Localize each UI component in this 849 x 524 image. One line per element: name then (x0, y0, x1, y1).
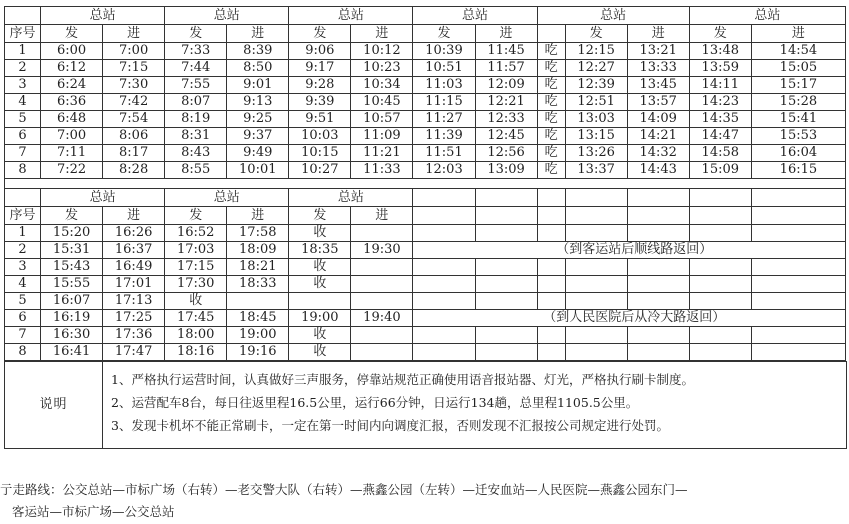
empty-cell (475, 259, 537, 276)
column-header-row (5, 207, 846, 225)
remarks-label: 说明 (5, 362, 103, 449)
empty-cell (537, 189, 565, 207)
empty-cell (751, 276, 845, 293)
empty-cell (475, 344, 537, 361)
depart-time: 15:09 (689, 162, 751, 179)
arrive-time: 7:00 (103, 43, 165, 60)
depart-header: 发 (413, 25, 475, 43)
extra-arrive (351, 327, 413, 344)
row-index: 4 (5, 276, 41, 293)
empty-cell (413, 225, 475, 242)
row-index: 5 (5, 111, 41, 128)
table-row (5, 94, 846, 111)
arrive-time: 9:01 (227, 77, 289, 94)
arrive-time: 14:54 (751, 43, 845, 60)
arrive-time: 19:16 (227, 344, 289, 361)
empty-cell (565, 225, 627, 242)
meal-mark: 吃 (537, 162, 565, 179)
station-header: 总站 (413, 7, 537, 25)
table-row (5, 242, 846, 259)
route-note: （到人民医院后从冷大路返回） (413, 310, 846, 327)
depart-time: 7:44 (165, 60, 227, 77)
row-index: 7 (5, 327, 41, 344)
empty-cell (413, 344, 475, 361)
route-line-1: 亍走路线：公交总站—市标广场（右转）—老交警大队（右转）—燕鑫公园（左转）—迁安血站—人民医院—燕鑫公园东门— (0, 482, 688, 497)
row-index: 2 (5, 242, 41, 259)
depart-time: 13:37 (565, 162, 627, 179)
row-index: 6 (5, 128, 41, 145)
empty-cell (565, 293, 627, 310)
row-index: 2 (5, 60, 41, 77)
empty-cell (413, 189, 475, 207)
empty-cell (413, 293, 475, 310)
table-row (5, 293, 846, 310)
extra-depart: 收 (289, 259, 351, 276)
extra-depart (289, 293, 351, 310)
empty-cell (627, 293, 689, 310)
arrive-time: 14:32 (627, 145, 689, 162)
depart-time: 收 (165, 293, 227, 310)
arrive-header: 进 (103, 207, 165, 225)
depart-time: 6:00 (41, 43, 103, 60)
remarks-row (5, 362, 847, 449)
arrive-time: 11:33 (351, 162, 413, 179)
empty-cell (689, 293, 751, 310)
empty-cell (689, 207, 751, 225)
depart-time: 12:03 (413, 162, 475, 179)
arrive-time: 13:09 (475, 162, 537, 179)
extra-depart: 收 (289, 344, 351, 361)
remarks-content (103, 362, 847, 449)
empty-cell (689, 189, 751, 207)
empty-cell (751, 327, 845, 344)
arrive-time: 15:17 (751, 77, 845, 94)
empty-cell (627, 276, 689, 293)
depart-time: 9:51 (289, 111, 351, 128)
arrive-header: 进 (227, 207, 289, 225)
depart-time: 15:20 (41, 225, 103, 242)
depart-time: 14:47 (689, 128, 751, 145)
empty-cell (689, 327, 751, 344)
station-header: 总站 (41, 7, 165, 25)
table-gap (4, 179, 846, 188)
depart-time: 8:07 (165, 94, 227, 111)
empty-cell (565, 276, 627, 293)
arrive-time: 9:25 (227, 111, 289, 128)
index-header: 序号 (5, 207, 41, 225)
depart-header: 发 (165, 25, 227, 43)
empty-cell (413, 327, 475, 344)
empty-cell (627, 207, 689, 225)
empty-cell (537, 207, 565, 225)
meal-mark: 吃 (537, 60, 565, 77)
extra-depart: 19:00 (289, 310, 351, 327)
arrive-time: 11:21 (351, 145, 413, 162)
arrive-time: 12:33 (475, 111, 537, 128)
depart-time: 10:27 (289, 162, 351, 179)
depart-time: 8:43 (165, 145, 227, 162)
index-header: 序号 (5, 25, 41, 43)
depart-time: 9:28 (289, 77, 351, 94)
arrive-time: 13:33 (627, 60, 689, 77)
depart-time: 17:45 (165, 310, 227, 327)
empty-cell (627, 327, 689, 344)
depart-time: 8:31 (165, 128, 227, 145)
extra-depart: 18:35 (289, 242, 351, 259)
station-header: 总站 (537, 7, 689, 25)
depart-time: 9:06 (289, 43, 351, 60)
arrive-time: 7:15 (103, 60, 165, 77)
row-index: 8 (5, 162, 41, 179)
arrive-time: 17:36 (103, 327, 165, 344)
empty-cell (689, 344, 751, 361)
arrive-time: 13:45 (627, 77, 689, 94)
empty-cell (565, 207, 627, 225)
table-row (5, 128, 846, 145)
arrive-time: 12:45 (475, 128, 537, 145)
empty-cell (475, 327, 537, 344)
extra-arrive (351, 276, 413, 293)
empty-cell (475, 293, 537, 310)
row-index: 1 (5, 43, 41, 60)
depart-time: 13:03 (565, 111, 627, 128)
arrive-time: 11:57 (475, 60, 537, 77)
station-header-row (5, 7, 846, 25)
station-header: 总站 (41, 189, 165, 207)
depart-time: 18:00 (165, 327, 227, 344)
depart-header: 发 (289, 25, 351, 43)
depart-time: 9:39 (289, 94, 351, 111)
depart-header: 发 (565, 25, 627, 43)
table-row (5, 344, 846, 361)
empty-cell (751, 293, 845, 310)
depart-header: 发 (289, 207, 351, 225)
arrive-time: 15:05 (751, 60, 845, 77)
depart-time: 14:35 (689, 111, 751, 128)
empty-cell (689, 276, 751, 293)
row-index: 4 (5, 94, 41, 111)
depart-time: 11:03 (413, 77, 475, 94)
arrive-time: 12:56 (475, 145, 537, 162)
depart-time: 14:23 (689, 94, 751, 111)
column-header-row (5, 25, 846, 43)
table-row (5, 162, 846, 179)
remark-line-1: 1、严格执行运营时间，认真做好三声服务，停靠站规范正确使用语音报站器、灯光，严格执行刷卡制度。 (111, 372, 694, 387)
arrive-time: 7:30 (103, 77, 165, 94)
depart-time: 13:59 (689, 60, 751, 77)
empty-cell (475, 207, 537, 225)
extra-depart: 收 (289, 225, 351, 242)
extra-arrive (351, 259, 413, 276)
meal-mark: 吃 (537, 145, 565, 162)
depart-time: 10:51 (413, 60, 475, 77)
arrive-header: 进 (351, 25, 413, 43)
remarks-table (4, 361, 847, 449)
depart-time: 14:11 (689, 77, 751, 94)
extra-arrive (351, 225, 413, 242)
empty-cell (627, 225, 689, 242)
table-row (5, 259, 846, 276)
depart-time: 12:27 (565, 60, 627, 77)
empty-cell (475, 189, 537, 207)
empty-cell (751, 259, 845, 276)
depart-time: 10:15 (289, 145, 351, 162)
meal-mark: 吃 (537, 94, 565, 111)
arrive-time: 16:04 (751, 145, 845, 162)
empty-cell (537, 344, 565, 361)
empty-cell (751, 344, 845, 361)
arrive-time: 17:25 (103, 310, 165, 327)
depart-time: 15:43 (41, 259, 103, 276)
station-header: 总站 (289, 189, 413, 207)
depart-time: 16:41 (41, 344, 103, 361)
empty-cell (565, 259, 627, 276)
depart-time: 7:11 (41, 145, 103, 162)
arrive-time: 15:41 (751, 111, 845, 128)
empty-cell (689, 225, 751, 242)
arrive-time: 8:50 (227, 60, 289, 77)
table-row (5, 145, 846, 162)
arrive-time: 17:01 (103, 276, 165, 293)
arrive-time: 17:13 (103, 293, 165, 310)
arrive-time: 8:39 (227, 43, 289, 60)
empty-cell (413, 259, 475, 276)
empty-cell (627, 259, 689, 276)
meal-mark: 吃 (537, 111, 565, 128)
empty-cell (413, 207, 475, 225)
arrive-time: 19:00 (227, 327, 289, 344)
depart-time: 8:19 (165, 111, 227, 128)
depart-time: 18:16 (165, 344, 227, 361)
empty-cell (751, 189, 845, 207)
arrive-time: 17:58 (227, 225, 289, 242)
station-header: 总站 (165, 7, 289, 25)
arrive-header: 进 (103, 25, 165, 43)
depart-time: 17:15 (165, 259, 227, 276)
meal-mark: 吃 (537, 77, 565, 94)
depart-time: 13:15 (565, 128, 627, 145)
depart-header: 发 (689, 25, 751, 43)
depart-header: 发 (165, 207, 227, 225)
depart-time: 7:22 (41, 162, 103, 179)
extra-arrive: 19:30 (351, 242, 413, 259)
arrive-time: 13:57 (627, 94, 689, 111)
depart-time: 16:07 (41, 293, 103, 310)
arrive-time: 18:09 (227, 242, 289, 259)
header-blank (5, 7, 41, 25)
empty-cell (751, 207, 845, 225)
arrive-time: 10:45 (351, 94, 413, 111)
station-header: 总站 (689, 7, 845, 25)
table-row (5, 60, 846, 77)
arrive-time: 10:12 (351, 43, 413, 60)
depart-time: 17:30 (165, 276, 227, 293)
meal-mark: 吃 (537, 43, 565, 60)
arrive-header: 进 (475, 25, 537, 43)
depart-time: 10:03 (289, 128, 351, 145)
arrive-time: 15:28 (751, 94, 845, 111)
row-index: 5 (5, 293, 41, 310)
depart-time: 12:15 (565, 43, 627, 60)
row-index: 3 (5, 259, 41, 276)
station-header: 总站 (165, 189, 289, 207)
depart-time: 15:31 (41, 242, 103, 259)
remark-line-3: 3、发现卡机坏不能正常刷卡，一定在第一时间内向调度汇报，否则发现不汇报按公司规定进行处罚。 (111, 418, 669, 433)
table-row (5, 111, 846, 128)
arrive-time: 14:43 (627, 162, 689, 179)
depart-time: 15:55 (41, 276, 103, 293)
remark-line-2: 2、运营配车8台，每日往返里程16.5公里，运行66分钟，日运行134趟，总里程1105.5公里。 (111, 395, 639, 410)
arrive-time: 12:09 (475, 77, 537, 94)
empty-cell (565, 327, 627, 344)
arrive-time: 18:21 (227, 259, 289, 276)
empty-cell (627, 189, 689, 207)
table-row (5, 77, 846, 94)
empty-cell (565, 189, 627, 207)
arrive-time: 18:45 (227, 310, 289, 327)
depart-time: 13:26 (565, 145, 627, 162)
arrive-header: 进 (227, 25, 289, 43)
meal-mark: 吃 (537, 128, 565, 145)
arrive-time: 15:53 (751, 128, 845, 145)
table-row (5, 43, 846, 60)
route-line-2: 客运站—市标广场—公交总站 (12, 504, 175, 519)
arrive-time: 10:01 (227, 162, 289, 179)
arrive-time: 10:34 (351, 77, 413, 94)
empty-cell (751, 225, 845, 242)
depart-time: 10:39 (413, 43, 475, 60)
table-row (5, 310, 846, 327)
arrive-header: 进 (751, 25, 845, 43)
empty-cell (537, 293, 565, 310)
depart-time: 12:51 (565, 94, 627, 111)
depart-header: 发 (41, 25, 103, 43)
arrive-time: 9:37 (227, 128, 289, 145)
empty-cell (537, 327, 565, 344)
meal-header-blank (537, 25, 565, 43)
depart-time: 6:48 (41, 111, 103, 128)
arrive-time: 7:54 (103, 111, 165, 128)
arrive-time: 16:49 (103, 259, 165, 276)
empty-cell (475, 276, 537, 293)
row-index: 6 (5, 310, 41, 327)
depart-time: 9:17 (289, 60, 351, 77)
arrive-time: 9:49 (227, 145, 289, 162)
arrive-header: 进 (351, 207, 413, 225)
empty-cell (475, 225, 537, 242)
empty-cell (537, 276, 565, 293)
row-index: 7 (5, 145, 41, 162)
station-header-row (5, 189, 846, 207)
header-blank (5, 189, 41, 207)
depart-time: 7:00 (41, 128, 103, 145)
table-row (5, 225, 846, 242)
arrive-time: 13:21 (627, 43, 689, 60)
extra-arrive: 19:40 (351, 310, 413, 327)
arrive-time: 16:26 (103, 225, 165, 242)
depart-time: 11:15 (413, 94, 475, 111)
empty-cell (689, 259, 751, 276)
arrive-time: 18:33 (227, 276, 289, 293)
extra-arrive (351, 293, 413, 310)
arrive-time: 14:09 (627, 111, 689, 128)
table-row (5, 327, 846, 344)
schedule-table-afternoon (4, 188, 846, 361)
extra-depart: 收 (289, 276, 351, 293)
depart-time: 13:48 (689, 43, 751, 60)
depart-time: 16:30 (41, 327, 103, 344)
depart-time: 12:39 (565, 77, 627, 94)
depart-time: 6:24 (41, 77, 103, 94)
extra-depart: 收 (289, 327, 351, 344)
arrive-time: 9:13 (227, 94, 289, 111)
depart-time: 11:51 (413, 145, 475, 162)
arrive-time: 10:57 (351, 111, 413, 128)
arrive-time: 16:15 (751, 162, 845, 179)
arrive-time: 17:47 (103, 344, 165, 361)
route-description (0, 479, 849, 523)
table-row (5, 276, 846, 293)
arrive-time: 16:37 (103, 242, 165, 259)
depart-time: 11:27 (413, 111, 475, 128)
route-note: （到客运站后顺线路返回） (413, 242, 846, 259)
empty-cell (537, 259, 565, 276)
depart-time: 8:55 (165, 162, 227, 179)
depart-time: 16:19 (41, 310, 103, 327)
extra-arrive (351, 344, 413, 361)
empty-cell (413, 276, 475, 293)
depart-time: 6:36 (41, 94, 103, 111)
depart-time: 14:58 (689, 145, 751, 162)
arrive-time: 7:42 (103, 94, 165, 111)
depart-time: 6:12 (41, 60, 103, 77)
station-header: 总站 (289, 7, 413, 25)
arrive-time: 11:45 (475, 43, 537, 60)
depart-time: 7:55 (165, 77, 227, 94)
arrive-header: 进 (627, 25, 689, 43)
arrive-time (227, 293, 289, 310)
depart-time: 11:39 (413, 128, 475, 145)
depart-time: 17:03 (165, 242, 227, 259)
depart-header: 发 (41, 207, 103, 225)
arrive-time: 10:23 (351, 60, 413, 77)
depart-time: 16:52 (165, 225, 227, 242)
depart-time: 7:33 (165, 43, 227, 60)
row-index: 1 (5, 225, 41, 242)
arrive-time: 8:28 (103, 162, 165, 179)
row-index: 8 (5, 344, 41, 361)
arrive-time: 12:21 (475, 94, 537, 111)
arrive-time: 11:09 (351, 128, 413, 145)
row-index: 3 (5, 77, 41, 94)
empty-cell (565, 344, 627, 361)
empty-cell (537, 225, 565, 242)
empty-cell (627, 344, 689, 361)
schedule-table-morning (4, 6, 846, 179)
arrive-time: 8:06 (103, 128, 165, 145)
arrive-time: 8:17 (103, 145, 165, 162)
schedule-sheet (4, 6, 846, 449)
arrive-time: 14:21 (627, 128, 689, 145)
